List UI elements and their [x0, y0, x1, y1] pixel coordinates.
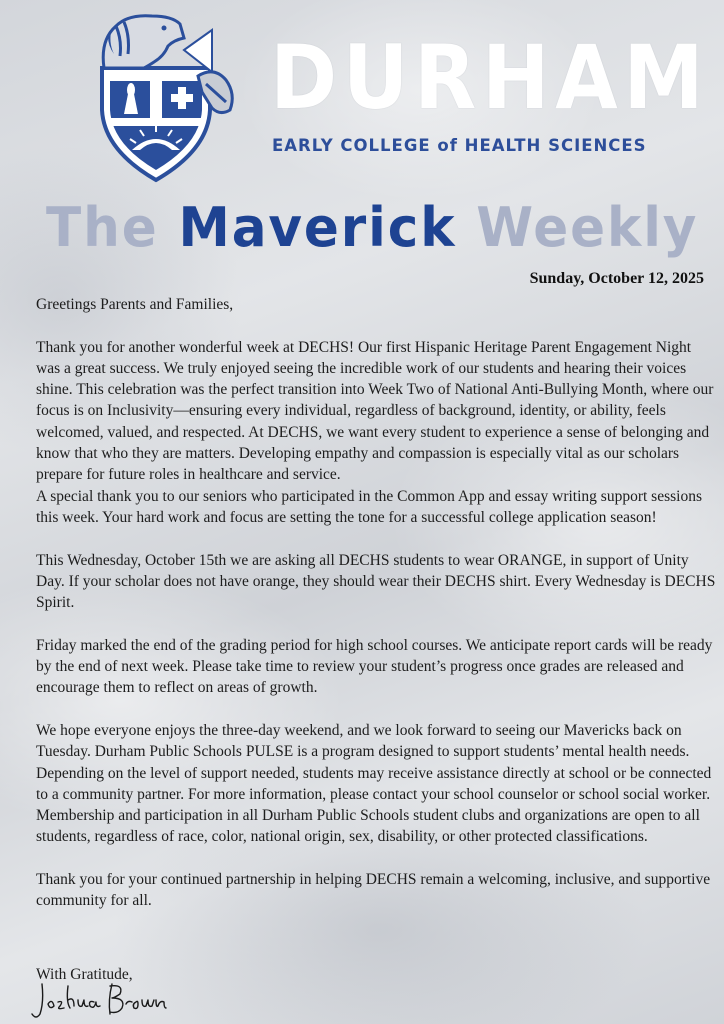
- school-name: DURHAM: [270, 26, 710, 129]
- newsletter-title: [46, 186, 699, 270]
- letter-paragraph-1b: A special thank you to our seniors who participated in the Common App and essay writing support sessions this week. Your hard work and focus are setting the tone for a successful college application season!: [36, 487, 702, 526]
- letter-closing: With Gratitude,: [36, 966, 133, 983]
- newsletter-title-weekly: Weekly: [456, 196, 699, 259]
- maverick-horse-shield-icon: [94, 10, 244, 186]
- school-logo: [94, 10, 244, 186]
- school-subtitle: EARLY COLLEGE of HEALTH SCIENCES: [272, 136, 647, 155]
- handwritten-signature-icon: [28, 978, 168, 1022]
- letter-paragraph-5: Thank you for your continued partnership in helping DECHS remain a welcoming, inclusive, and supportive community for all.: [36, 871, 711, 910]
- letter-paragraph-1: Thank you for another wonderful week at DECHS! Our first Hispanic Heritage Parent Engagement Night was a great success. We truly enjoyed seeing the incredible work of our students and hearing their voices shine. This celebration was the perfect transition into Week Two of National Anti-Bullying Month, where our focus is on Inclusivity—ensuring every individual, regardless of background, identity, or ability, feels welcomed, valued, and respected. At DECHS, we want every student to experience a sense of belonging and know that who they are matters. Developing empathy and compassion is especially vital as our scholars prepare for future roles in healthcare and service.: [36, 338, 714, 484]
- issue-date: Sunday, October 12, 2025: [529, 270, 704, 287]
- letter-paragraph-3: Friday marked the end of the grading period for high school courses. We anticipate report cards will be ready by the end of next week. Please take time to review your student’s progress once grades are released and encourage them to reflect on areas of growth.: [36, 636, 713, 697]
- letter-greeting: Greetings Parents and Families,: [36, 296, 234, 313]
- letter-paragraph-4: We hope everyone enjoys the three-day weekend, and we look forward to seeing our Mavericks back on Tuesday. Durham Public Schools PULSE is a program designed to support students’ mental health needs. Depending on the level of support needed, students may receive assistance directly at school or be connected to a community partner. For more information, please contact your school counselor or school social worker. Membership and participation in all Durham Public Schools student clubs and organizations are open to all students, regardless of race, color, national origin, sex, disability, or other protected classifications.: [36, 721, 712, 846]
- letter-paragraph-2: This Wednesday, October 15th we are asking all DECHS students to wear ORANGE, in support of Unity Day. If your scholar does not have orange, they should wear their DECHS shirt. Every Wednesday is DECHS Spirit.: [36, 551, 716, 612]
- signature: [28, 978, 168, 1022]
- newsletter-title-the: The: [46, 196, 179, 259]
- newsletter-title-maverick: Maverick: [178, 196, 457, 259]
- letter-body: [36, 294, 716, 912]
